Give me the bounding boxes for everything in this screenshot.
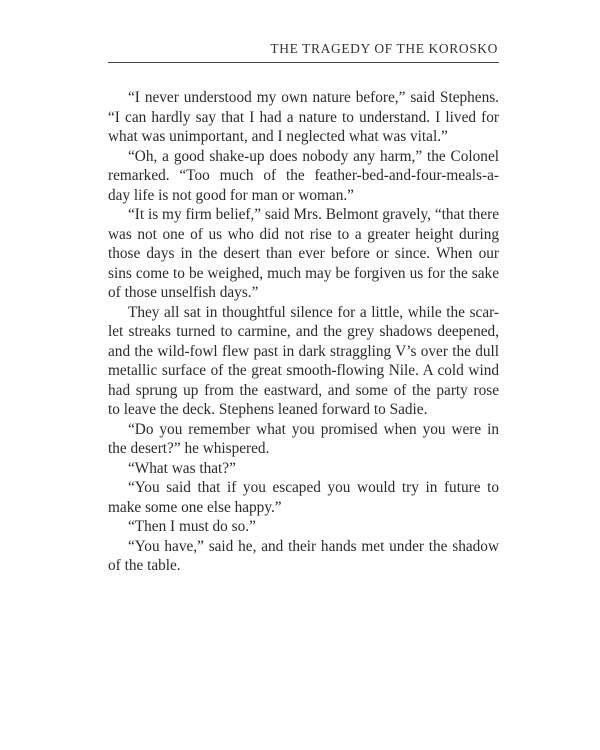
paragraph (108, 303, 499, 420)
text-line: had sprung up from the eastward, and some of the party rose (108, 381, 499, 399)
text-line: make some one else happy.” (108, 498, 282, 516)
text-line: “I can hardly say that I had a nature to understand. I lived for (108, 108, 499, 126)
paragraph (108, 517, 499, 537)
text-line: the desert?” he whispered. (108, 440, 270, 457)
text-line: and the wild-fowl flew past in dark straggling V’s over the dull (108, 342, 499, 360)
paragraph (108, 205, 499, 303)
text-line: “I never understood my own nature before,” said Stephens. (128, 89, 499, 106)
text-line: metallic surface of the great smooth-flowing Nile. A cold wind (108, 362, 499, 379)
text-line: to leave the deck. Stephens leaned forward to Sadie. (108, 401, 428, 418)
text-line: “Oh, a good shake-up does nobody any harm,” the Colonel (128, 147, 499, 165)
text-line: They all sat in thoughtful silence for a little, while the scar- (128, 303, 499, 321)
text-line: “Do you remember what you promised when you were in (128, 420, 499, 438)
text-line: was not one of us who did not rise to a greater height during (108, 225, 499, 243)
text-line: of those unselfish days.” (108, 284, 259, 301)
text-line: what was unimportant, and I neglected what was vital.” (108, 128, 448, 145)
paragraph (108, 88, 499, 147)
text-line: “You have,” said he, and their hands met under the shadow (128, 537, 499, 555)
paragraph (108, 537, 499, 576)
text-line: sins come to be weighed, much may be forgiven us for the sake (108, 264, 499, 282)
header-rule (108, 62, 499, 63)
text-line: “What was that?” (128, 459, 236, 477)
text-line: of the table. (108, 557, 181, 574)
text-line: those days in the desert than ever before or since. When our (108, 245, 499, 262)
running-head: THE TRAGEDY OF THE KOROSKO (270, 41, 498, 56)
text-line: let streaks turned to carmine, and the grey shadows deepened, (108, 323, 499, 340)
paragraph (108, 478, 499, 517)
text-line: “It is my firm belief,” said Mrs. Belmont gravely, “that there (128, 206, 499, 223)
body-text (108, 88, 499, 576)
text-line: “Then I must do so.” (128, 518, 256, 535)
paragraph (108, 420, 499, 459)
text-line: remarked. “Too much of the feather-bed-and-four-meals-a- (108, 167, 499, 184)
paragraph (108, 459, 499, 479)
text-line: day life is not good for man or woman.” (108, 186, 354, 204)
text-line: “You said that if you escaped you would try in future to (128, 479, 499, 496)
paragraph (108, 147, 499, 206)
